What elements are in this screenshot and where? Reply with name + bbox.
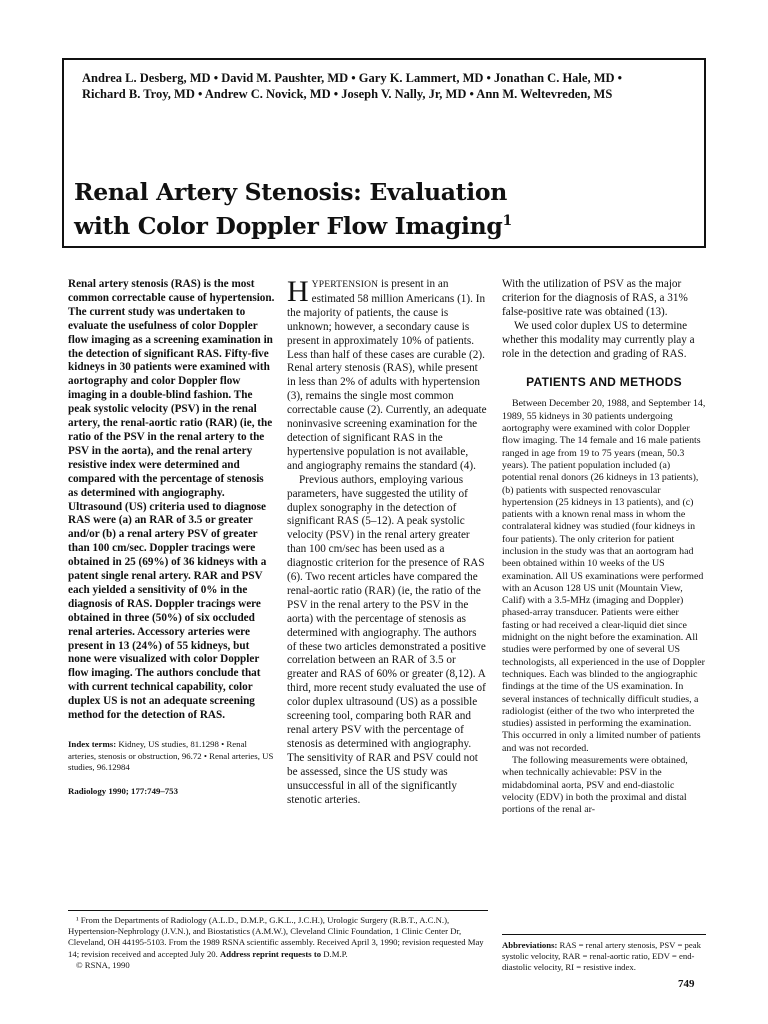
intro-paragraph-1-text: is present in an estimated 58 million Americans (1). In the majority of patients, the cause is unknown; however, a secondary cause is present in approximately 10% of patients. Less than half of these cases are curable (2). Renal artery stenosis (RAS), while present in less than 2% of adults with hypertension (3), remains the single most common correctable cause (2). Currently, an adequate noninvasive screening examination for the detection of significant RAS in the hypertensive population is not available, and angiography remains the standard (4). bbox=[287, 278, 487, 472]
reprint-label: Address reprint requests to bbox=[219, 948, 322, 959]
authors-line-1: Andrea L. Desberg, MD • David M. Paushter, MD • Gary K. Lammert, MD • Jonathan C. Hale, MD • bbox=[82, 71, 623, 85]
abstract-column bbox=[68, 278, 275, 796]
copyright-notice: © RSNA, 1990 bbox=[76, 959, 130, 970]
reprint-contact: D.M.P. bbox=[321, 948, 348, 959]
methods-paragraph-1: Between December 20, 1988, and September 14, 1989, 55 kidneys in 30 patients undergoing aortography were examined with color Doppler flow imaging. The 14 female and 16 male patients ranged in age from 19 to 75 years (mean, 50.3 years). The patient population included (a) potential renal donors (26 kidneys in 13 patients), (b) patients with suspected renovascular hypertension (25 kidneys in 13 patients), and (c) patients with a known renal mass in whom the contralateral kidney was studied (four kidneys in four patients). The only criterion for patient inclusion in the study was that an aortogram had been obtained within 10 weeks of the US examination. All US examinations were performed with an Acuson 128 US unit (Mountain View, Calif) with a 3.5-MHz (imaging and Doppler) phased-array transducer. Patients were either fasting or had received a clear-liquid diet since midnight on the night before the examination. All studies were performed by one of several US technologists, all experienced in the use of Doppler techniques. Each was blinded to the angiographic findings at the time of the US examination. In several instances of technically difficult studies, a radiologist (either of the two who interpreted the studies) assisted in performing the examination. This occurred in only a limited number of patients and was not recorded. bbox=[502, 398, 706, 754]
intro-paragraph-2: Previous authors, employing various parameters, have suggested the utility of duplex sonography in the detection of significant RAS (5–12). A peak systolic velocity (PSV) in the renal artery greater than 100 cm/sec has been used as a diagnostic criterion for the presence of RAS (6). Two recent articles have compared the renal-aortic ratio (RAR) (ie, the ratio of the PSV in the renal artery to the PSV in the aorta) with the percentage of stenosis as determined with angiography. The authors of these two articles demonstrated a positive correlation between an RAR of 3.5 or greater and RAS of 60% or greater (8,12). A third, more recent study evaluated the use of color duplex ultrasound (US) as a possible screening tool, comparing both RAR and renal artery PSV with the percentage of stenosis as determined with angiography. The sensitivity of RAR and PSV could not be assessed, since the US study was unsuccessful in all of the significantly stenotic arteries. bbox=[287, 473, 486, 806]
abstract-text: Renal artery stenosis (RAS) is the most common correctable cause of hypertension. The current study was undertaken to evaluate the usefulness of color Doppler flow imaging as a screening examination in the detection of significant RAS. Fifty-five kidneys in 30 patients were examined with aortography and color Doppler flow imaging in a double-blind fashion. The peak systolic velocity (PSV) in the renal artery, the renal-aortic ratio (RAR) (ie, the ratio of the PSV in the renal artery to the PSV in the aorta), and the renal artery resistive index were determined and compared with the percentage of stenosis as determined with angiography. Ultrasound (US) criteria used to diagnose RAS were (a) an RAR of 3.5 or greater and/or (b) a renal artery PSV of greater than 100 cm/sec. Doppler tracings were obtained in 25 (69%) of 36 kidneys with a patent single renal artery. RAR and PSV each yielded a sensitivity of 0% in the diagnosis of RAS. Doppler tracings were obtained in three (50%) of six occluded renal arteries. Accessory arteries were present in 13 (24%) of 55 kidneys, but none were visualized with color Doppler flow imaging. The authors conclude that with current technical capability, color duplex US is not an adequate screening method for the detection of RAS. bbox=[68, 278, 275, 722]
authors-line-2: Richard B. Troy, MD • Andrew C. Novick, MD • Joseph V. Nally, Jr, MD • Ann M. Weltevreden, MS bbox=[82, 87, 613, 101]
intro-paragraph-4: We used color duplex US to determine whether this modality may currently play a role in the detection and grading of RAS. bbox=[502, 319, 695, 360]
abbreviations-label: Abbreviations: bbox=[502, 940, 558, 950]
index-terms-text: Kidney, US studies, 81.1298 • Renal arteries, stenosis or obstruction, 96.72 • Renal arteries, US studies, 96.12984 bbox=[68, 739, 274, 772]
intro-paragraph-3: With the utilization of PSV as the major criterion for the diagnosis of RAS, a 31% false-positive rate was obtained (13). bbox=[502, 278, 688, 318]
index-terms bbox=[68, 739, 275, 774]
journal-citation: Radiology 1990; 177:749–753 bbox=[68, 785, 178, 796]
abbreviations-box bbox=[502, 940, 706, 974]
abbreviations-divider bbox=[502, 934, 706, 935]
title-footnote-marker: 1 bbox=[502, 213, 512, 229]
right-column bbox=[502, 278, 706, 817]
title-line-2: with Color Doppler Flow Imaging bbox=[74, 211, 503, 240]
page-number: 749 bbox=[678, 978, 695, 990]
abbreviations-text: RAS = renal artery stenosis, PSV = peak systolic velocity, RAR = renal-aortic ratio, EDV = end-diastolic velocity, RI = resistive index. bbox=[502, 940, 701, 973]
index-terms-label: Index terms: bbox=[68, 739, 117, 749]
intro-paragraph-1 bbox=[287, 275, 487, 474]
footnote-affiliations bbox=[68, 915, 488, 960]
section-heading-methods: PATIENTS AND METHODS bbox=[526, 375, 682, 390]
drop-cap: H bbox=[287, 275, 309, 308]
footnote-divider bbox=[68, 910, 488, 911]
intro-smallcaps: YPERTENSION bbox=[311, 280, 379, 290]
article-title bbox=[74, 178, 694, 241]
title-block bbox=[62, 58, 706, 248]
author-list bbox=[82, 70, 692, 102]
title-line-1: Renal Artery Stenosis: Evaluation bbox=[74, 178, 507, 206]
footnote-text: ¹ From the Departments of Radiology (A.L.D., D.M.P., G.K.L., J.C.H.), Urologic Surgery (R.B.T., A.C.N.), Hypertension-Nephrology (J.V.N.), and Biostatistics (A.M.W.), Cleveland Clinic Foundation, 1 Clinic Center Dr, Cleveland, OH 44195-5103. From the 1989 RSNA scientific assembly. Received April 3, 1990; revision requested May 14; revision received and accepted July 20. bbox=[68, 915, 484, 959]
introduction-column bbox=[287, 275, 487, 807]
footnote bbox=[68, 915, 488, 971]
methods-paragraph-2: The following measurements were obtained, when technically achievable: PSV in the midabdominal aorta, PSV and end-diastolic velocity (EDV) in both the proximal and distal portions of the renal ar- bbox=[502, 755, 688, 816]
